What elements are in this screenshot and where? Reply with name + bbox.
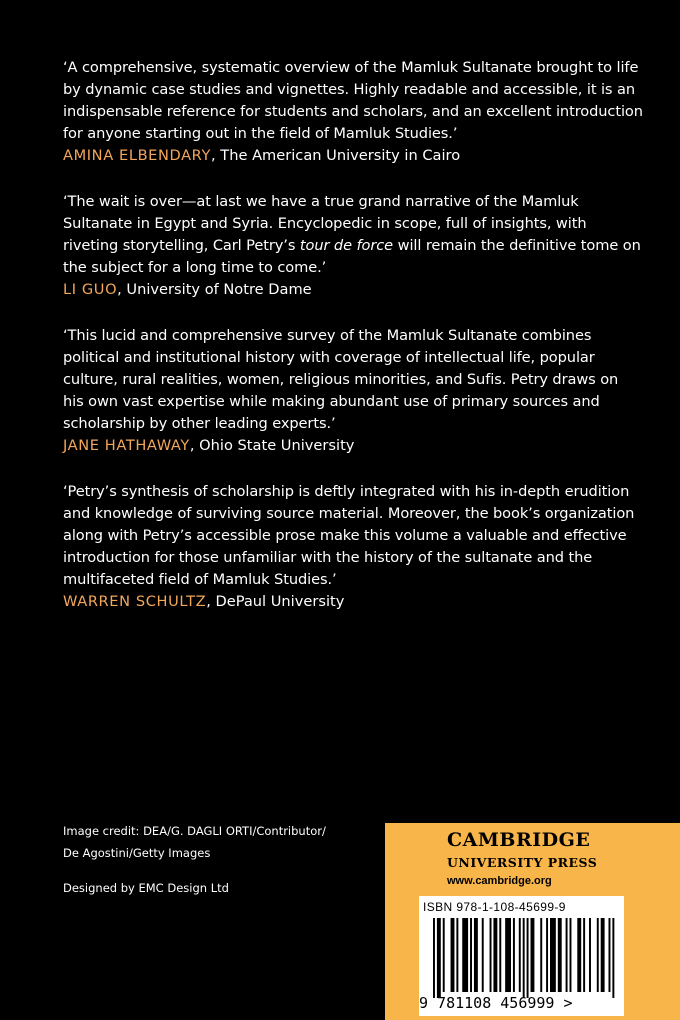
barcode-bar bbox=[505, 918, 511, 992]
isbn-barcode bbox=[419, 896, 624, 1016]
barcode-digits: 9 781108 456999 > bbox=[419, 994, 573, 1012]
barcode-bar bbox=[462, 918, 468, 992]
endorsement-4 bbox=[63, 481, 643, 613]
barcode-bar bbox=[540, 918, 542, 992]
barcode-bar bbox=[566, 918, 568, 992]
endorser-name: AMINA ELBENDARY bbox=[63, 147, 212, 164]
publisher-logo-name: CAMBRIDGE bbox=[447, 829, 591, 851]
barcode-bar bbox=[523, 918, 525, 998]
endorsement-2 bbox=[63, 191, 643, 301]
designer-credit: Designed by EMC Design Ltd bbox=[63, 881, 229, 895]
isbn-number: ISBN 978-1-108-45699-9 bbox=[423, 900, 566, 914]
endorsement-attribution bbox=[63, 435, 643, 457]
quote-italic-title: tour de force bbox=[299, 237, 394, 254]
endorser-affiliation: , DePaul University bbox=[206, 593, 345, 610]
barcode-bar bbox=[456, 918, 458, 992]
barcode-bar bbox=[609, 918, 611, 992]
barcode-bar bbox=[597, 918, 599, 992]
barcode-bar bbox=[531, 918, 535, 992]
barcode-bar bbox=[612, 918, 614, 998]
barcode-bar bbox=[550, 918, 556, 992]
endorsement-quote: ‘A comprehensive, systematic overview of the Mamluk Sultanate brought to life by dynamic case studies and vignettes. Highly readable and accessible, it is an indispensable reference for students and scholars, and an excellent introduction for anyone starting out in the field of Mamluk Studies.’ bbox=[63, 59, 643, 142]
quote-text: ‘The wait is over—at last we have a true grand narrative of the Mamluk Sultanate in Egypt and Syria. Encyclopedic in scope, full of insights, with riveting storytelling, Carl Petry’s bbox=[63, 193, 587, 254]
publisher-panel bbox=[385, 823, 680, 1020]
cover-credits bbox=[63, 820, 326, 899]
endorsement-attribution bbox=[63, 145, 643, 167]
barcode-bar bbox=[519, 918, 521, 992]
barcode-bar bbox=[601, 918, 605, 992]
barcode-bar bbox=[527, 918, 529, 998]
image-credit-line: Image credit: DEA/G. DAGLI ORTI/Contributor/ bbox=[63, 824, 326, 838]
endorsement-attribution bbox=[63, 591, 643, 613]
quote-text: will remain the definitive tome on the subject for a long time to come.’ bbox=[63, 237, 641, 276]
endorser-affiliation: , University of Notre Dame bbox=[117, 281, 312, 298]
endorsement-1 bbox=[63, 57, 643, 167]
barcode-bar bbox=[493, 918, 497, 992]
barcode-bar bbox=[570, 918, 572, 992]
barcode-bar bbox=[583, 918, 585, 992]
barcode-bar bbox=[443, 918, 445, 992]
barcode-bar bbox=[513, 918, 515, 992]
endorser-name: WARREN SCHULTZ bbox=[63, 593, 207, 610]
publisher-url: www.cambridge.org bbox=[447, 875, 552, 887]
image-credit-line: De Agostini/Getty Images bbox=[63, 846, 211, 860]
endorser-name: JANE HATHAWAY bbox=[63, 437, 190, 454]
endorsement-3 bbox=[63, 325, 643, 457]
barcode-bar bbox=[499, 918, 501, 992]
barcode-bar bbox=[589, 918, 591, 992]
barcode-bar bbox=[490, 918, 492, 992]
endorser-affiliation: , The American University in Cairo bbox=[211, 147, 461, 164]
endorsement-quote bbox=[63, 191, 643, 279]
barcode-bar bbox=[577, 918, 581, 992]
endorser-name: LI GUO bbox=[63, 281, 118, 298]
barcode-bar bbox=[470, 918, 472, 992]
barcode-bar bbox=[546, 918, 548, 992]
endorsements bbox=[63, 57, 643, 637]
publisher-logo-subtitle: UNIVERSITY PRESS bbox=[447, 855, 598, 870]
barcode-bar bbox=[482, 918, 484, 992]
barcode-bar bbox=[474, 918, 478, 992]
barcode-bar bbox=[451, 918, 455, 992]
endorsement-quote: ‘Petry’s synthesis of scholarship is deftly integrated with his in-depth erudition and knowledge of surviving source material. Moreover, the book’s organization along with Petry’s accessible prose make this volume a valuable and effective introduction for those unfamiliar with the history of the sultanate and the multifaceted field of Mamluk Studies.’ bbox=[63, 483, 635, 588]
barcode-bar bbox=[433, 918, 435, 998]
endorser-affiliation: , Ohio State University bbox=[189, 437, 355, 454]
endorsement-quote: ‘This lucid and comprehensive survey of the Mamluk Sultanate combines political and institutional history with coverage of intellectual life, popular culture, rural realities, women, religious minorities, and Sufis. Petry draws on his own vast expertise while making abundant use of primary sources and scholarship by other leading experts.’ bbox=[63, 327, 619, 432]
endorsement-attribution bbox=[63, 279, 643, 301]
barcode-bar bbox=[558, 918, 562, 992]
barcode-bar bbox=[437, 918, 441, 998]
